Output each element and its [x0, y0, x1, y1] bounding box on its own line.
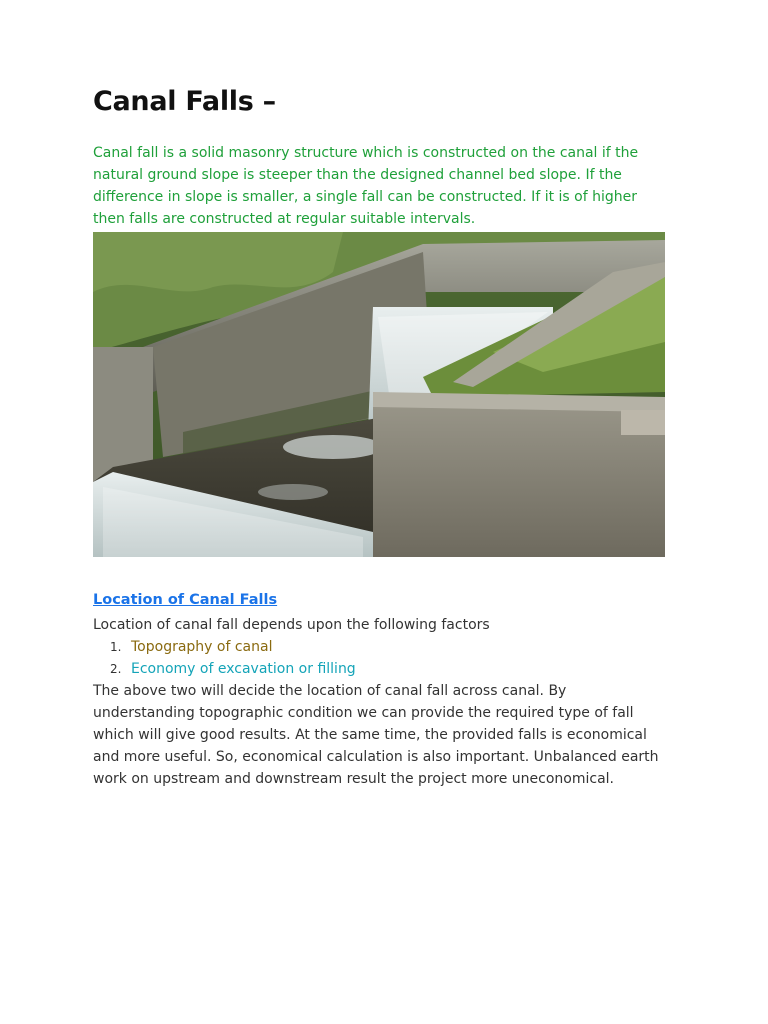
location-heading-link[interactable]: Location of Canal Falls	[93, 592, 278, 608]
list-item	[93, 658, 356, 680]
intro-paragraph: Canal fall is a solid masonry structure which is constructed on the canal if the natural ground slope is steeper than the designed channel bed slope. If the difference in slope is smaller, a single fall can be constructed. If it is of higher then falls are constructed at regular suitable intervals.	[93, 145, 639, 227]
list-number: 1.	[110, 640, 122, 654]
canal-fall-photo	[93, 232, 665, 557]
list-item	[93, 636, 356, 658]
factor-economy: Economy of excavation or filling	[131, 661, 356, 677]
list-number: 2.	[110, 662, 122, 676]
factor-topography: Topography of canal	[131, 639, 273, 655]
page-title: Canal Falls –	[93, 86, 276, 117]
location-lead-text: Location of canal fall depends upon the following factors	[93, 617, 490, 633]
location-paragraph: The above two will decide the location of canal fall across canal. By understanding topographic condition we can provide the required type of fall which will give good results. At the same time, the provided falls is economical and more useful. So, economical calculation is also important. Unbalanced earth work on upstream and downstream result the project more uneconomical.	[93, 683, 659, 787]
factors-list	[93, 636, 356, 680]
